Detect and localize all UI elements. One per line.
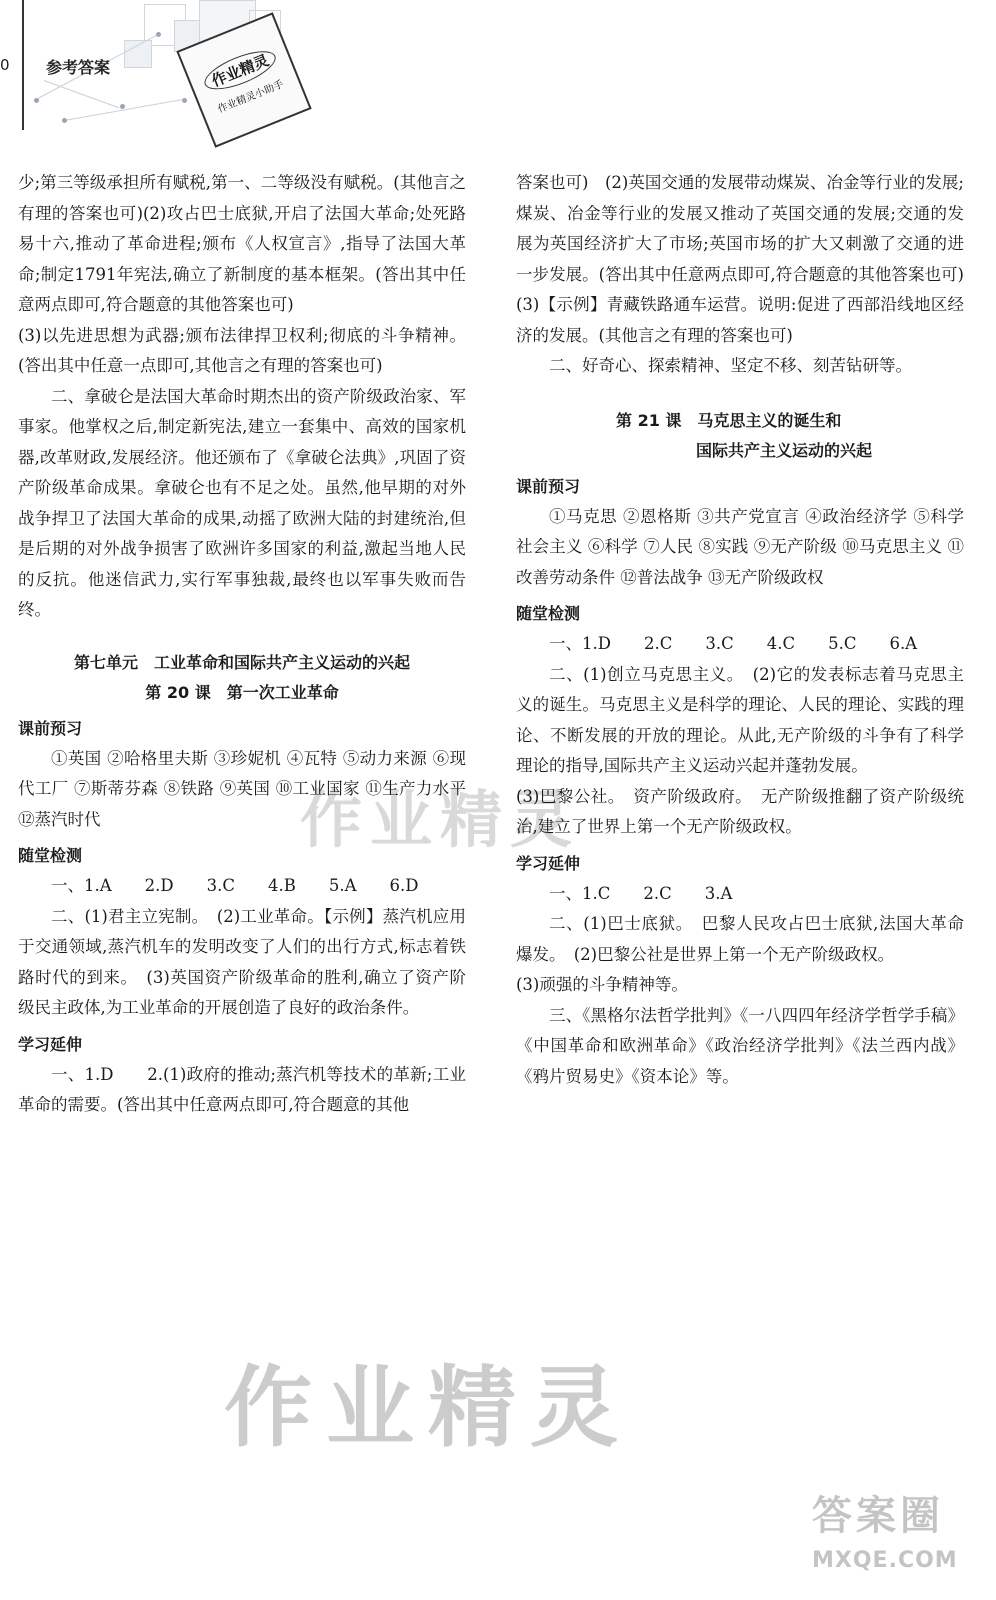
watermark-corner-url: MXQE.COM bbox=[812, 1548, 958, 1573]
paragraph: 少;第三等级承担所有赋税,第一、二等级没有赋税。(其他言之有理的答案也可)(2)攻占巴士底狱,开启了法国大革命;处死路易十六,推动了革命进程;颁布《人权宣言》,指导了法国大革命;制定1791年宪法,确立了新制度的基本框架。(答出其中任意两点即可,符合题意的其他答案也可) bbox=[18, 173, 466, 314]
lesson-title: 第 21 课 马克思主义的诞生和 bbox=[616, 410, 842, 430]
stamp-title: 作业精灵 bbox=[200, 44, 281, 98]
section-heading: 学习延伸 bbox=[516, 853, 581, 873]
paragraph: (3)以先进思想为武器;颁布法律捍卫权利;彻底的斗争精神。(答出其中任意一点即可,其他言之有理的答案也可) bbox=[18, 325, 466, 375]
paragraph: 一、1.D 2.(1)政府的推动;蒸汽机等技术的革新;工业革命的需要。(答出其中任意两点即可,符合题意的其他 bbox=[18, 1064, 466, 1114]
mc-answers: 一、1.C 2.C 3.A bbox=[549, 883, 733, 903]
paragraph: (3)巴黎公社。 资产阶级政府。 无产阶级推翻了资产阶级统治,建立了世界上第一个无产阶级政权。 bbox=[516, 786, 964, 836]
page-number: 0 bbox=[0, 56, 10, 74]
answer-key-label: 参考答案 bbox=[46, 58, 111, 77]
watermark-low: 作业精灵 bbox=[224, 1355, 633, 1459]
lesson-title: 第 20 课 第一次工业革命 bbox=[145, 682, 339, 702]
stamp-subtitle: 作业精灵小助手 bbox=[216, 78, 286, 116]
section-heading: 随堂检测 bbox=[18, 846, 83, 865]
paragraph: 二、好奇心、探索精神、坚定不移、刻苦钻研等。 bbox=[549, 356, 912, 375]
paragraph: 三、《黑格尔法哲学批判》《一八四四年经济学哲学手稿》《中国革命和欧洲革命》《政治经济学批判》《法兰西内战》《鸦片贸易史》《资本论》等。 bbox=[516, 1005, 964, 1086]
paragraph: 二、(1)巴士底狱。 巴黎人民攻占巴士底狱,法国大革命爆发。 (2)巴黎公社是世界上第一个无产阶级政权。 bbox=[516, 914, 964, 964]
watermark-corner-title: 答案圈 bbox=[812, 1493, 944, 1539]
watermark-mid: 作业精灵 bbox=[300, 783, 581, 856]
paragraph: 二、(1)创立马克思主义。 (2)它的发表标志着马克思主义的诞生。马克思主义是科学的理论、人民的理论、实践的理论、不断发展的开放的理论。从此,无产阶级的斗争有了科学理论的指导,国际共产主义运动兴起并蓬勃发展。 bbox=[516, 664, 964, 775]
paragraph: 答案也可) (2)英国交通的发展带动煤炭、冶金等行业的发展;煤炭、冶金等行业的发展又推动了英国交通的发展;交通的发展为英国经济扩大了市场;英国市场的扩大又刺激了交通的进一步发展。(答出其中任意两点即可,符合题意的其他答案也可) (3)【示例】青藏铁路通车运营。说明:促进了西部沿线地区经济的发展。(其他言之有理的答案也可) bbox=[516, 173, 981, 345]
section-heading: 随堂检测 bbox=[516, 604, 581, 623]
paragraph: ①马克思 ②恩格斯 ③共产党宣言 ④政治经济学 ⑤科学社会主义 ⑥科学 ⑦人民 ⑧实践 ⑨无产阶级 ⑩马克思主义 ⑪改善劳动条件 ⑫普法战争 ⑬无产阶级政权 bbox=[516, 506, 964, 587]
section-heading: 学习延伸 bbox=[18, 1034, 83, 1054]
lesson-title-line2: 国际共产主义运动的兴起 bbox=[696, 440, 873, 460]
watermark-corner bbox=[812, 1486, 982, 1586]
paragraph: 二、拿破仑是法国大革命时期杰出的资产阶级政治家、军事家。他掌权之后,制定新宪法,建立一套集中、高效的国家机器,改革财政,发展经济。他还颁布了《拿破仑法典》,巩固了资产阶级革命成果。拿破仑也有不足之处。虽然,他早期的对外战争捍卫了法国大革命的成果,动摇了欧洲大陆的封建统治,但是后期的对外战争损害了欧洲许多国家的利益,激起当地人民的反抗。他迷信武力,实行军事独裁,最终也以军事失败而告终。 bbox=[18, 386, 466, 619]
right-column bbox=[516, 168, 981, 1092]
mc-answers: 一、1.A 2.D 3.C 4.B 5.A 6.D bbox=[51, 876, 419, 895]
section-heading: 课前预习 bbox=[516, 476, 581, 496]
paragraph: (3)顽强的斗争精神等。 bbox=[516, 975, 688, 994]
section-heading: 课前预习 bbox=[18, 718, 83, 738]
left-column bbox=[18, 168, 466, 1121]
paragraph: ①英国 ②哈格里夫斯 ③珍妮机 ④瓦特 ⑤动力来源 ⑥现代工厂 ⑦斯蒂芬森 ⑧铁路 ⑨英国 ⑩工业国家 ⑪生产力水平 ⑫蒸汽时代 bbox=[18, 748, 466, 829]
paragraph: 二、(1)君主立宪制。 (2)工业革命。【示例】蒸汽机应用于交通领域,蒸汽机车的发明改变了人们的出行方式,标志着铁路时代的到来。 (3)英国资产阶级革命的胜利,确立了资产阶级民主政体,为工业革命的开展创造了良好的政治条件。 bbox=[18, 906, 466, 1017]
unit-title: 第七单元 工业革命和国际共产主义运动的兴起 bbox=[73, 652, 410, 672]
mc-answers: 一、1.D 2.C 3.C 4.C 5.C 6.A bbox=[549, 634, 918, 653]
